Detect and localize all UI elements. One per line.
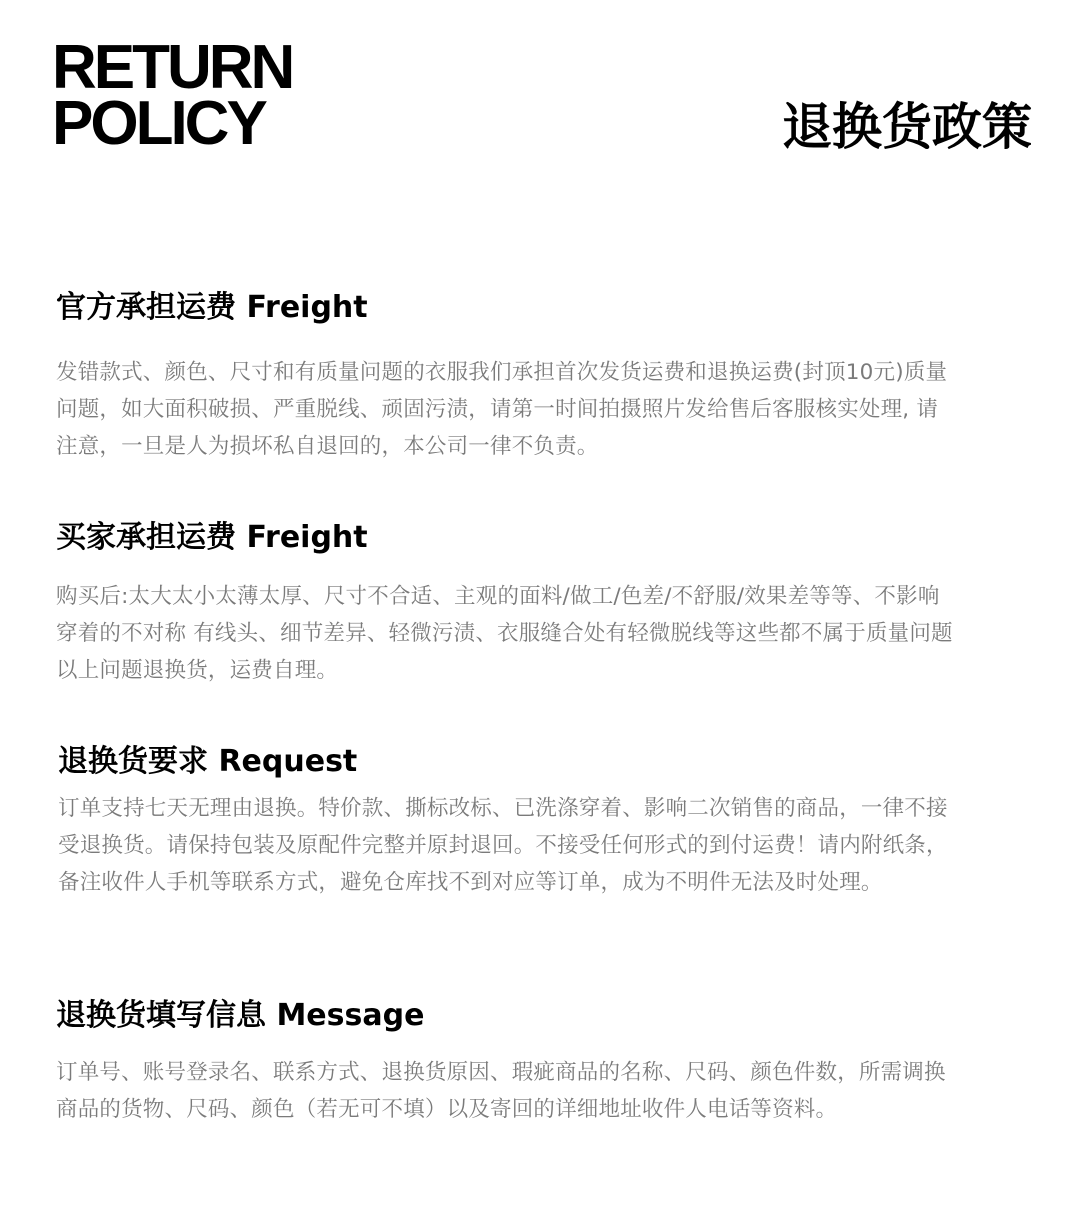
- body-line: 穿着的不对称 有线头、细节差异、轻微污渍、衣服缝合处有轻微脱线等这些都不属于质量问题: [56, 621, 953, 646]
- brand-title-line2: POLICY: [52, 89, 265, 158]
- section-body: [56, 1054, 1036, 1128]
- brand-title-line1: RETURN: [52, 33, 293, 102]
- body-line: 以上问题退换货，运费自理。: [56, 658, 339, 683]
- body-line: 发错款式、颜色、尺寸和有质量问题的衣服我们承担首次发货运费和退换运费(封顶10元)质量: [56, 360, 948, 385]
- body-line: 备注收件人手机等联系方式，避免仓库找不到对应等订单，成为不明件无法及时处理。: [58, 870, 883, 895]
- section-heading: 官方承担运费 Freight: [56, 290, 368, 325]
- body-line: 问题，如大面积破损、严重脱线、顽固污渍，请第一时间拍摄照片发给售后客服核实处理, 请: [56, 397, 939, 422]
- body-line: 注意，一旦是人为损坏私自退回的，本公司一律不负责。: [56, 434, 599, 459]
- section-request: [58, 742, 1038, 901]
- section-heading: 买家承担运费 Freight: [56, 520, 368, 555]
- body-line: 购买后:太大太小太薄太厚、尺寸不合适、主观的面料/做工/色差/不舒服/效果差等等、不影响: [56, 584, 940, 609]
- body-line: 商品的货物、尺码、颜色（若无可不填）以及寄回的详细地址收件人电话等资料。: [56, 1097, 838, 1122]
- section-official-freight: [56, 288, 1036, 465]
- brand-title: [52, 33, 293, 158]
- section-heading: 退换货填写信息 Message: [56, 998, 425, 1033]
- body-line: 订单号、账号登录名、联系方式、退换货原因、瑕疵商品的名称、尺码、颜色件数，所需调换: [56, 1060, 946, 1085]
- section-body: [56, 578, 1036, 689]
- section-body: [56, 354, 1036, 465]
- body-line: 受退换货。请保持包装及原配件完整并原封退回。不接受任何形式的到付运费！请内附纸条，: [58, 833, 948, 858]
- page-title-cn: 退换货政策: [782, 98, 1032, 156]
- section-heading: 退换货要求 Request: [58, 744, 358, 779]
- section-message: [56, 996, 1036, 1128]
- body-line: 订单支持七天无理由退换。特价款、撕标改标、已洗涤穿着、影响二次销售的商品，一律不接: [58, 796, 948, 821]
- section-body: [58, 790, 1038, 901]
- section-buyer-freight: [56, 518, 1036, 689]
